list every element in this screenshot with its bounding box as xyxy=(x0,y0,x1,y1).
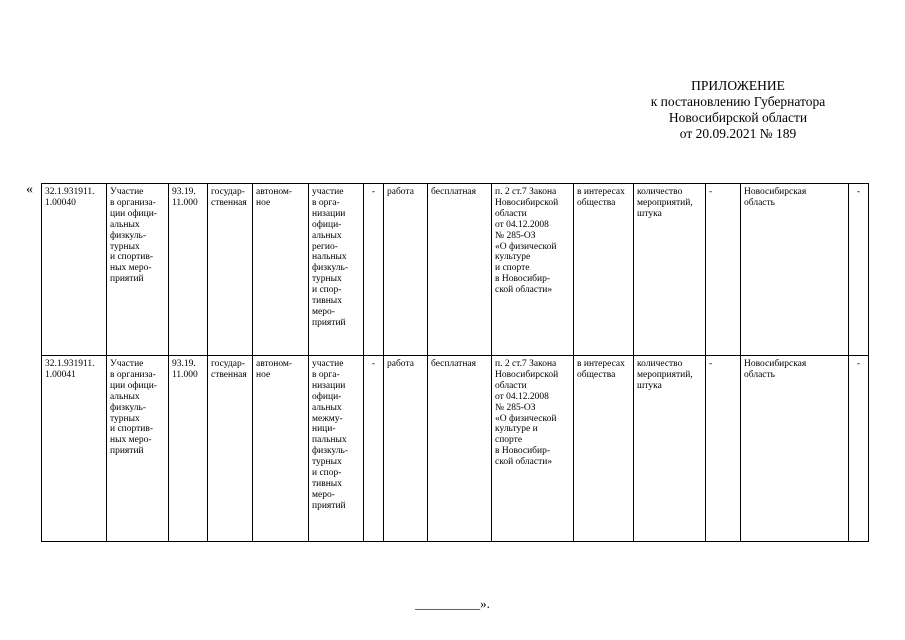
appendix-line-date: от 20.09.2021 № 189 xyxy=(679,126,797,141)
cell-legal-basis: п. 2 ст.7 Закона Новосибирской области от 04.12.2008 № 285-ОЗ «О физической культуре и спорте в Новосибир- ской области» xyxy=(492,184,574,356)
cell-registry-code: 32.1.931911. 1.00041 xyxy=(42,356,107,542)
cell-fee: бесплатная xyxy=(428,356,492,542)
cell-fee: бесплатная xyxy=(428,184,492,356)
closing-signature-line: __________». xyxy=(415,596,490,611)
cell-dash: - xyxy=(706,356,741,542)
appendix-title: ПРИЛОЖЕНИЕ xyxy=(691,78,785,93)
cell-service-type: государ- ственная xyxy=(208,184,253,356)
cell-indicator: количество мероприятий, штука xyxy=(634,356,706,542)
cell-legal-basis: п. 2 ст.7 Закона Новосибирской области от 04.12.2008 № 285-ОЗ «О физической культуре и спорте в Новосибир- ской области» xyxy=(492,356,574,542)
cell-content: участие в орга- низации офици- альных регио- нальных физкуль- турных и спор- тивных меро- приятий xyxy=(309,184,364,356)
cell-service-name: Участие в организа- ции офици- альных физкуль- турных и спортив- ных меро- приятий xyxy=(107,184,169,356)
cell-dash: - xyxy=(364,184,384,356)
cell-form: работа xyxy=(384,184,428,356)
cell-registry-code: 32.1.931911. 1.00040 xyxy=(42,184,107,356)
cell-dash: - xyxy=(849,184,869,356)
table-row xyxy=(42,356,869,542)
cell-okved: 93.19. 11.000 xyxy=(169,184,208,356)
cell-content: участие в орга- низации офици- альных межму- ници- пальных физкуль- турных и спор- тивных меро- приятий xyxy=(309,356,364,542)
cell-region: Новосибирская область xyxy=(741,356,849,542)
cell-dash: - xyxy=(849,356,869,542)
appendix-header xyxy=(600,78,876,142)
cell-form: работа xyxy=(384,356,428,542)
services-table xyxy=(41,183,869,542)
cell-consumers: в интересах общества xyxy=(574,356,634,542)
opening-quote-mark: « xyxy=(26,182,33,197)
cell-institution-type: автоном- ное xyxy=(253,356,309,542)
appendix-line-region: Новосибирской области xyxy=(668,110,808,125)
table-row xyxy=(42,184,869,356)
cell-region: Новосибирская область xyxy=(741,184,849,356)
cell-service-type: государ- ственная xyxy=(208,356,253,542)
cell-consumers: в интересах общества xyxy=(574,184,634,356)
cell-okved: 93.19. 11.000 xyxy=(169,356,208,542)
cell-service-name: Участие в организа- ции офици- альных физкуль- турных и спортив- ных меро- приятий xyxy=(107,356,169,542)
cell-institution-type: автоном- ное xyxy=(253,184,309,356)
cell-indicator: количество мероприятий, штука xyxy=(634,184,706,356)
cell-dash: - xyxy=(706,184,741,356)
cell-dash: - xyxy=(364,356,384,542)
appendix-line-resolution: к постановлению Губернатора xyxy=(650,94,826,109)
